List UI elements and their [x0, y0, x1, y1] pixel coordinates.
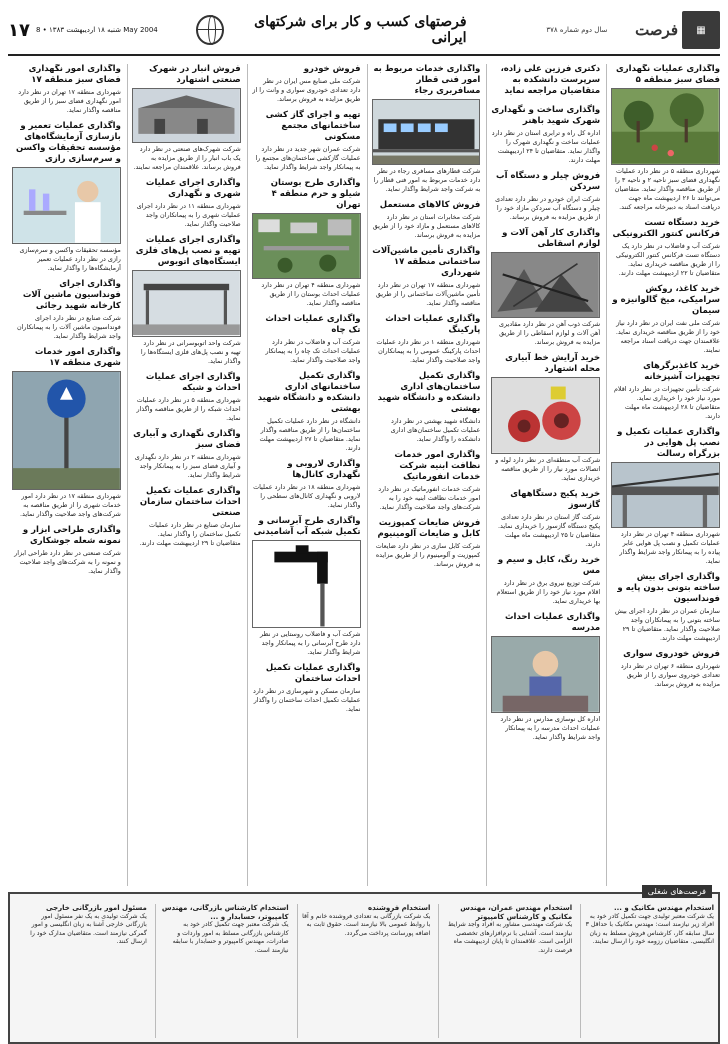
ad-body: شرکت عمران شهر جدید در نظر دارد عملیات گازکشی ساختمان‌های مجتمع را به پیمانکار واجد شرایط واگذار نماید. [255, 145, 361, 171]
logo-text: فرصت [635, 21, 678, 39]
ad-body: شرکت قطارهای مسافری رجاء در نظر دارد خدمات مربوط به امور فنی قطار را به شرکت واجد شرایط واگذار نماید. [373, 167, 481, 194]
ad-body: سازمان عمران در نظر دارد اجرای بیش ساخته بتونی را به پیمانکاران واجد صلاحیت واگذار نماید. متقاضیان تا ۲۹ اردیبهشت مهلت دارند. [614, 606, 720, 642]
ad-title: دکتری فرزین علی زاده، سرپرست دانشکده به متقاضیان مراجعه نماید [500, 64, 601, 96]
ad-title: فروش کالاهای مستعمل [379, 200, 481, 211]
ad-body: شرکت ملی صنایع مس ایران در نظر دارد تعدادی خودروی سواری و وانت را از طریق مزایده به فروش برساند. [252, 77, 361, 103]
ad-item [252, 516, 361, 656]
ad-title: واگذاری خدمات مربوط به امور فنی قطار مسافربری رجاء [373, 64, 481, 96]
ad-body: دانشگاه در نظر دارد عملیات تکمیل ساختمان‌ها را از طریق مناقصه واگذار نماید. متقاضیان تا ۲۷ اردیبهشت مهلت دارند. [259, 417, 361, 453]
job-ad [438, 904, 572, 1038]
aerial-photo [252, 213, 361, 279]
ad-item [491, 64, 600, 99]
jobs-tag: فرصت‌های شغلی [642, 885, 712, 898]
ad-title: واگذاری عملیات تکمیل احداث ساختمان [265, 662, 361, 684]
ad-item [491, 555, 600, 606]
ad-item [372, 64, 481, 194]
ad-item [132, 486, 241, 548]
column-4 [247, 64, 361, 886]
pipes-photo [491, 377, 600, 454]
ad-body: شهرداری منطقه ۶ تهران در نظر دارد تعدادی خودروی سواری را از طریق مزایده به فروش برساند. [620, 661, 720, 688]
ad-body: شهرداری منطقه ۴ تهران در نظر دارد عملیات احداث بوستان را از طریق مناقصه واگذار نماید. [261, 281, 361, 308]
ad-item [372, 200, 481, 240]
lab-photo [12, 167, 121, 244]
ad-body: اداره کل نوسازی مدارس در نظر دارد عملیات احداث مدرسه را به پیمانکار واجد شرایط واگذار نماید. [500, 714, 601, 741]
ad-item [252, 178, 361, 308]
ad-title: خرید رنگ، کابل و سیم و مس [497, 554, 601, 576]
ad-item [132, 372, 241, 423]
ad-title: فروش ضایعات کمپوزیت کابل و ضایعات آلومینیوم [377, 518, 481, 540]
ad-item [611, 649, 720, 689]
ad-item [12, 525, 121, 576]
masthead-logo [607, 11, 720, 49]
job-ad [155, 904, 289, 1038]
ad-title: فروش چیلر و دستگاه آب سردکن [496, 171, 601, 192]
bus-stop-photo [132, 270, 241, 336]
ad-body: شرکت خدمات انفورماتیک در نظر دارد امور خدمات نظافت ابنیه خود را به شرکت‌های واجد صلاحیت واگذار نماید. [378, 485, 481, 512]
ad-item [611, 427, 720, 566]
ad-body: شرکت صنعتی در نظر دارد طراحی ابزار و نمونه را به شرکت‌های واجد صلاحیت واگذار نماید. [14, 549, 121, 576]
job-body: یک شرکت مهندسی مشاور به افراد واجد شرایط نیازمند است. آشنایی با نرم‌افزارهای تخصصی الزامی است. علاقمندان تا پایان اردیبهشت ماه فرصت دارند. [447, 921, 573, 954]
ad-title: واگذاری نگهداری و آبیاری فضای سبز [133, 428, 241, 450]
ad-item [491, 612, 600, 742]
ad-title: واگذاری ساخت و نگهداری شهرک شهید باهنر [491, 105, 601, 126]
ad-body: شهرداری منطقه ۴ تهران در نظر دارد عملیات تکمیل و نصب پل هوایی عابر پیاده را به پیمانکار واجد شرایط واگذار نماید. [619, 529, 720, 565]
ad-body: شرکت گاز استان در نظر دارد تعدادی پکیج دستگاه گازسوز را خریداری نماید. متقاضیان تا ۲۵ اردیبهشت ماه مهلت دارند. [497, 512, 601, 548]
column-6 [8, 64, 121, 886]
job-title: استخدام فروشنده [368, 904, 431, 912]
ad-body: شرکت آب و فاضلاب روستایی در نظر دارد طرح آبرسانی را به پیمانکار واجد شرایط واگذار نماید. [260, 629, 361, 656]
ad-title: واگذاری عملیات تکمیل و نصب پل هوایی در بزرگراه رسالت [617, 426, 720, 459]
ad-title: واگذاری تکمیل ساختمانهای اداری دانشکده و دانشگاه شهید بهشتی [257, 371, 361, 415]
road-sign-photo [12, 371, 121, 491]
ad-title: فروش خودروی سواری [623, 648, 720, 659]
column-2 [486, 64, 600, 886]
ad-title: خرید کاغذبرگرهای تجهیزات آشپزخانه [643, 360, 720, 382]
warehouse-photo [132, 88, 241, 143]
job-title: استخدام مهندس مکانیک و ... [613, 904, 714, 912]
job-ad [297, 904, 431, 1038]
date-block [8, 20, 196, 41]
ad-item [252, 663, 361, 714]
ad-item [12, 279, 121, 341]
bridge-photo [611, 462, 720, 528]
job-title: استخدام مهندس عمران، مهندس مکانیک و کارشناس کامپیوتر [460, 904, 573, 921]
ad-item [611, 64, 720, 212]
ad-item [252, 314, 361, 365]
ad-item [252, 110, 361, 172]
ad-body: شهرداری منطقه ۵ در نظر دارد عملیات نگهداری فضای سبز ناحیه ۲ و ناحیه ۳ را از طریق مناقصه واگذار نماید. متقاضیان می‌توانند تا ۲۶ اردیبهشت ماه جهت دریافت اسناد به دبیرخانه مراجعه کنند. [614, 166, 720, 211]
job-body: یک شرکت معتبر تولیدی جهت تکمیل کادر خود به افراد زیر نیازمند است: مهندس مکانیک با حداقل ۳ سال سابقه کار، کارشناس فروش مسلط به زبان انگلیسی. متقاضیان رزومه خود را ارسال نمایند. [585, 912, 714, 946]
scrap-photo [491, 252, 600, 318]
ad-item [372, 518, 481, 569]
ad-body: شرکت تأمین تجهیزات در نظر دارد اقلام مورد نیاز خود را خریداری نماید. متقاضیان تا ۲۸ اردیبهشت ماه مهلت دارند. [613, 384, 720, 420]
ad-title: خرید آرایش خط آبیاری محله اشتهارد [505, 353, 601, 375]
ad-item [491, 353, 600, 483]
section-title: فرصتهای کسب و کار برای شرکتهای ایرانی [254, 14, 467, 46]
ad-title: واگذاری عملیات تکمیل احداث ساختمان سازمان صنعتی [139, 485, 241, 518]
ad-item [611, 218, 720, 278]
issue-date: شنبه ۱۸ اردیبهشت ۱۳۸۳ • 8 May 2004 [35, 26, 158, 34]
child-photo [491, 636, 600, 713]
job-ad [580, 904, 714, 1038]
page-header [8, 6, 720, 56]
ad-title: واگذاری اجرای فونداسیون ماشین آلات کارخانه شهید رجائی [22, 278, 121, 311]
job-body: یک شرکت بازرگانی به تعدادی فروشنده خانم و آقا با روابط عمومی بالا نیازمند است. حقوق ثابت به اضافه پورسانت پرداخت می‌گردد. [302, 912, 431, 937]
ad-body: دانشگاه شهید بهشتی در نظر دارد عملیات تکمیل ساختمان‌های اداری دانشکده را واگذار نماید. [390, 417, 481, 444]
ad-body: شهرداری منطقه ۱ در نظر دارد عملیات احداث پارکینگ عمومی را به پیمانکاران واجد صلاحیت واگذار نماید. [376, 338, 481, 365]
ad-item [611, 284, 720, 355]
ad-title: فروش انبار در شهرک صنعتی اشتهارد [149, 64, 241, 85]
ad-title: واگذاری عملیات احداث تک چاه [265, 314, 361, 336]
ad-body: شهرداری منطقه ۱۸ در نظر دارد عملیات لاروبی و نگهداری کانال‌های سطحی را واگذار نماید. [253, 483, 361, 510]
ad-body: شرکت آب و فاضلاب در نظر دارد یک دستگاه تست فرکانس کنتور الکترونیکی را از طریق مناقصه خریداری نماید. متقاضیان تا ۲۲ اردیبهشت مهلت دارند. [616, 241, 720, 277]
ad-title: واگذاری عملیات نگهداری فضای سبز منطقه ۵ [616, 64, 720, 85]
ad-item [491, 105, 600, 165]
ad-body: شرکت شهرک‌های صنعتی در نظر دارد یک باب انبار را از طریق مزایده به فروش برساند. علاقمندان مراجعه نمایند. [133, 145, 241, 172]
ad-title: واگذاری امور خدمات نظافت ابنیه شرکت خدمات انفورماتیک [394, 450, 481, 483]
ad-item [491, 171, 600, 222]
ad-title: واگذاری طرح آبرسانی و تکمیل شبکه آب آشامیدنی [253, 516, 361, 538]
ad-title: واگذاری عملیات احداث مدرسه [505, 611, 601, 633]
ad-body: شرکت صنایع در نظر دارد اجرای فونداسیون ماشین آلات را به پیمانکاران واجد شرایط واگذار نماید. [16, 313, 121, 340]
ad-title: واگذاری اجرای عملیات احداث و شبکه [145, 371, 241, 393]
ad-body: شهرداری منطقه ۱۷ تهران در نظر دارد امور نگهداری فضای سبز را از طریق مناقصه واگذار نماید. [18, 88, 121, 114]
ad-item [252, 64, 361, 104]
ad-title: واگذاری تکمیل ساختمان‌های اداری دانشکده و دانشگاه شهید بهشتی [377, 371, 481, 415]
ad-title: واگذاری طراحی ابزار و نمونه شعله جوشکاری [22, 525, 121, 547]
ad-item [132, 64, 241, 172]
ad-body: شرکت توزیع نیروی برق در نظر دارد اقلام مورد نیاز خود را از طریق استعلام بها خریداری نماید. [496, 578, 601, 605]
ad-item [12, 64, 121, 115]
ad-title: واگذاری عملیات تعمیر و بازسازی آزمایشگاه‌های مؤسسه تحقیقات واکسن و سرم‌سازی رازی [15, 121, 121, 164]
job-ad [14, 904, 147, 1038]
job-title: استخدام کارشناس بازرگانی، مهندس کامپیوتر، حسابدار و ... [161, 904, 289, 921]
globe-icon [196, 15, 224, 45]
ad-item [372, 246, 481, 308]
issue-info: سال دوم شماره ۳۷۸ [546, 26, 608, 34]
ad-body: شهرداری منطقه ۱۷ تهران در نظر دارد تأمین ماشین‌آلات ساختمانی را از طریق مناقصه واگذار نماید. [375, 281, 481, 308]
ad-item [132, 235, 241, 365]
ad-title: خرید کاغذ، روکش سرامیکی، میخ گالوانیزه و سیمان [612, 283, 720, 316]
page-number: ۱۷ [8, 19, 30, 41]
ad-item [252, 459, 361, 510]
ad-item [12, 121, 121, 273]
ad-item [491, 489, 600, 549]
ad-item [132, 429, 241, 480]
column-1 [606, 64, 720, 886]
ad-body: سازمان صنایع در نظر دارد عملیات تکمیل ساختمان را واگذار نماید. متقاضیان تا ۲۹ اردیبهشت مهلت دارند. [139, 520, 241, 547]
ad-item [372, 450, 481, 512]
column-3 [367, 64, 481, 886]
ad-title: واگذاری لاروبی و نگهداری کانال‌ها [287, 459, 361, 481]
ad-body: شرکت آب و فاضلاب در نظر دارد عملیات احداث تک چاه را به پیمانکار واجد صلاحیت واگذار نماید. [265, 338, 361, 365]
ad-item [132, 178, 241, 229]
ad-body: شرکت ایران خودرو در نظر دارد تعدادی چیلر و دستگاه آب سردکن مازاد خود را از طریق مزایده به فروش برساند. [495, 195, 601, 221]
ad-body: شهرداری منطقه ۵ در نظر دارد عملیات احداث شبکه را از طریق مناقصه واگذار نماید. [136, 395, 241, 422]
ad-item [12, 347, 121, 520]
jobs-box [8, 887, 720, 1044]
ad-item [372, 371, 481, 444]
ad-body: اداره کل راه و ترابری استان در نظر دارد عملیات ساخت و نگهداری شهرک را واگذار نماید. متقاضیان تا ۲۴ اردیبهشت مهلت دارند. [491, 129, 601, 164]
ad-title: واگذاری اجرای عملیات شهری و نگهداری [145, 178, 241, 200]
job-body: یک شرکت تولیدی به یک نفر مسئول امور بازرگانی خارجی آشنا به زبان انگلیسی و امور گمرکی نیازمند است. متقاضیان مدارک خود را ارسال کنند. [30, 912, 147, 946]
ad-title: واگذاری طرح بوستان شیلو و حرم منطقه ۴ تهران [270, 178, 361, 210]
ad-item [611, 361, 720, 421]
park-photo [611, 88, 720, 165]
ad-title: خرید دستگاه تست فرکانس کنتور الکترونیکی [612, 217, 720, 239]
logo-icon: ▦ [682, 11, 720, 49]
ad-title: واگذاری اجرای بیش ساخته بتونی بدون پایه و فونداسیون [617, 571, 720, 604]
ad-body: شهرداری منطقه ۱۷ در نظر دارد امور خدمات شهری را از طریق مناقصه به شرکت‌های واجد صلاحیت واگذار نماید. [19, 492, 121, 519]
ad-title: خرید پکیج دستگاههای گازسوز [510, 488, 601, 510]
ad-title: واگذاری اجرای عملیات تهیه و نصب پل‌های فلزی ایستگاه‌های اتوبوس [135, 235, 241, 268]
ad-title: واگذاری امور خدمات شهری منطقه ۱۷ [34, 346, 121, 368]
ad-body: شرکت واحد اتوبوسرانی در نظر دارد تهیه و نصب پل‌های فلزی ایستگاه‌ها را واگذار نماید. [140, 338, 241, 365]
section-title-block [196, 14, 467, 46]
ad-item [252, 371, 361, 453]
column-5 [127, 64, 241, 886]
ad-item [611, 572, 720, 643]
job-body: یک شرکت معتبر جهت تکمیل کادر خود به کارشناس بازرگانی مسلط به امور واردات و صادرات، مهندس کامپیوتر و حسابدار با سابقه نیازمند است. [172, 921, 289, 954]
ad-body: شهرداری منطقه ۱۱ در نظر دارد اجرای عملیات شهری را به پیمانکاران واجد صلاحیت واگذار نماید. [136, 202, 241, 229]
train-photo [372, 99, 481, 165]
ad-body: شهرداری منطقه ۲ در نظر دارد نگهداری و آبیاری فضای سبز را به پیمانکار واجد شرایط واگذار نماید. [134, 452, 241, 479]
ad-item [372, 314, 481, 365]
tap-photo [252, 540, 361, 627]
ad-title: تهیه و اجرای گاز کشی ساختمانهای مجتمع مسکونی [265, 110, 361, 142]
ad-body: سازمان مسکن و شهرسازی در نظر دارد عملیات تکمیل احداث ساختمان را واگذار نماید. [253, 686, 361, 713]
ad-title: واگذاری امور نگهداری فضای سبز منطقه ۱۷ [28, 64, 121, 85]
ad-body: شرکت مخابرات استان در نظر دارد کالاهای مستعمل و مازاد خود را از طریق مزایده به فروش برساند. [372, 213, 481, 240]
ad-title: فروش خودرو [303, 64, 361, 74]
ad-body: شرکت ذوب آهن در نظر دارد مقادیری آهن آلات و لوازم اسقاطی را از طریق مزایده به فروش برساند. [499, 320, 601, 347]
ad-columns [8, 64, 720, 886]
ad-item [491, 228, 600, 347]
ad-body: مؤسسه تحقیقات واکسن و سرم‌سازی رازی در نظر دارد عملیات تعمیر آزمایشگاه‌ها را واگذار نماید. [19, 245, 121, 272]
ad-body: شرکت کابل سازی در نظر دارد ضایعات کمپوزیت و آلومینیوم را از طریق مزایده به فروش برساند. [375, 542, 481, 569]
job-title: مسئول امور بازرگانی خارجی [46, 904, 147, 912]
ad-body: شرکت ملی نفت ایران در نظر دارد نیاز خود را از طریق مناقصه خریداری نماید. علاقمندان جهت دریافت اسناد مراجعه نمایند. [615, 318, 720, 354]
ad-title: واگذاری تأمین ماشین‌آلات ساختمانی منطقه ۱۷ شهرداری [372, 246, 481, 279]
ad-title: واگذاری کار آهن آلات و لوازم اسقاطی [502, 228, 601, 249]
ad-body: شرکت آب منطقه‌ای در نظر دارد لوله و اتصالات مورد نیاز را از طریق مناقصه خریداری نماید. [495, 455, 601, 482]
jobs-columns [14, 898, 714, 1038]
ad-title: واگذاری عملیات احداث پارکینگ [385, 314, 481, 336]
